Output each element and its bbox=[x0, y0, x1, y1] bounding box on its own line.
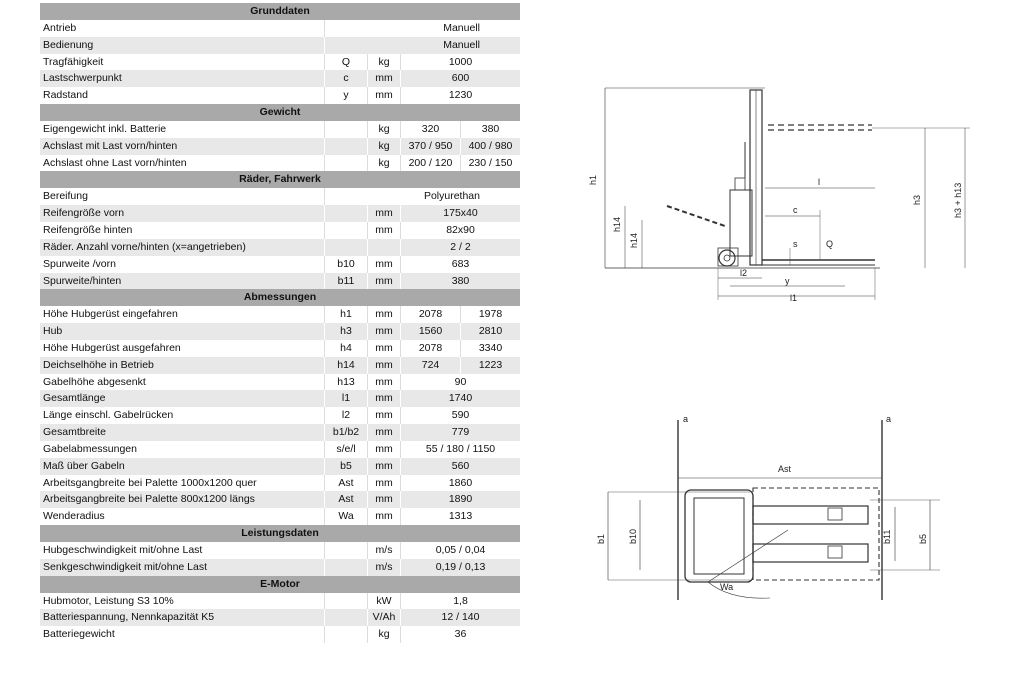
spec-row bbox=[40, 424, 520, 441]
spec-value: 1230 bbox=[448, 89, 473, 102]
spec-unit: mm bbox=[368, 508, 401, 525]
section-header: E-Motor bbox=[40, 576, 520, 593]
spec-unit: mm bbox=[368, 70, 401, 87]
spec-value: 36 bbox=[454, 628, 467, 641]
spec-unit: mm bbox=[368, 458, 401, 475]
top-view-drawing bbox=[608, 420, 940, 600]
spec-unit: m/s bbox=[368, 559, 401, 576]
spec-label: Gabelhöhe abgesenkt bbox=[40, 374, 325, 391]
spec-label: Achslast ohne Last vorn/hinten bbox=[40, 155, 325, 172]
spec-value-2: 400 / 980 bbox=[468, 139, 513, 152]
spec-symbol bbox=[325, 205, 368, 222]
spec-row bbox=[40, 458, 520, 475]
spec-row bbox=[40, 87, 520, 104]
spec-value-1: 370 / 950 bbox=[401, 138, 461, 155]
spec-value: 1860 bbox=[448, 476, 473, 489]
spec-symbol bbox=[325, 593, 368, 610]
spec-row bbox=[40, 357, 520, 374]
spec-symbol bbox=[325, 559, 368, 576]
spec-label: Senkgeschwindigkeit mit/ohne Last bbox=[40, 559, 325, 576]
spec-symbol: Ast bbox=[325, 475, 368, 492]
spec-value: 600 bbox=[451, 72, 470, 85]
spec-unit: V/Ah bbox=[368, 609, 401, 626]
spec-value-2: 1223 bbox=[478, 358, 503, 371]
spec-unit: mm bbox=[368, 475, 401, 492]
spec-value: Manuell bbox=[443, 21, 480, 34]
spec-row bbox=[40, 121, 520, 138]
spec-unit: mm bbox=[368, 306, 401, 323]
section-header: Räder, Fahrwerk bbox=[40, 171, 520, 188]
spec-row bbox=[40, 256, 520, 273]
spec-label: Spurweite /vorn bbox=[40, 256, 325, 273]
spec-row bbox=[40, 273, 520, 290]
spec-symbol: s/e/l bbox=[325, 441, 368, 458]
spec-value-1: 724 bbox=[401, 357, 461, 374]
spec-symbol bbox=[325, 138, 368, 155]
spec-value: 560 bbox=[451, 459, 470, 472]
spec-row bbox=[40, 306, 520, 323]
spec-unit: mm bbox=[368, 357, 401, 374]
spec-label: Wenderadius bbox=[40, 508, 325, 525]
spec-value-2: 2810 bbox=[478, 325, 503, 338]
label-h3-h13: h3 + h13 bbox=[953, 182, 963, 218]
spec-row bbox=[40, 390, 520, 407]
spec-row bbox=[40, 323, 520, 340]
spec-unit: kg bbox=[368, 155, 401, 172]
spec-symbol bbox=[325, 222, 368, 239]
spec-value: Manuell bbox=[443, 38, 480, 51]
spec-value: 0,19 / 0,13 bbox=[435, 560, 486, 573]
spec-symbol: b1/b2 bbox=[325, 424, 368, 441]
label-b1: b1 bbox=[596, 533, 606, 544]
spec-value: 175x40 bbox=[443, 207, 478, 220]
spec-value-2: 1978 bbox=[478, 308, 503, 321]
label-ast: Ast bbox=[778, 464, 792, 474]
spec-symbol: l2 bbox=[325, 407, 368, 424]
spec-value: 2 / 2 bbox=[450, 240, 471, 253]
section-header: Leistungsdaten bbox=[40, 525, 520, 542]
spec-unit: mm bbox=[368, 205, 401, 222]
label-a-right: a bbox=[886, 414, 892, 424]
spec-value: 1000 bbox=[448, 55, 473, 68]
label-h14max: h14 bbox=[612, 216, 622, 232]
spec-value: 1740 bbox=[448, 392, 473, 405]
spec-row bbox=[40, 188, 520, 205]
spec-value: 1890 bbox=[448, 493, 473, 506]
spec-label: Räder. Anzahl vorne/hinten (x=angetrieben) bbox=[40, 239, 325, 256]
spec-symbol: h4 bbox=[325, 340, 368, 357]
spec-symbol bbox=[325, 626, 368, 643]
spec-row bbox=[40, 222, 520, 239]
spec-value-1: 320 bbox=[401, 121, 461, 138]
label-y: y bbox=[785, 276, 790, 286]
spec-label: Hubmotor, Leistung S3 10% bbox=[40, 593, 325, 610]
spec-table bbox=[40, 3, 520, 643]
spec-label: Höhe Hubgerüst eingefahren bbox=[40, 306, 325, 323]
spec-value: 779 bbox=[451, 426, 470, 439]
spec-unit: mm bbox=[368, 441, 401, 458]
spec-symbol bbox=[325, 155, 368, 172]
spec-label: Eigengewicht inkl. Batterie bbox=[40, 121, 325, 138]
spec-row bbox=[40, 37, 520, 54]
spec-row bbox=[40, 20, 520, 37]
spec-symbol bbox=[325, 542, 368, 559]
spec-unit: mm bbox=[368, 87, 401, 104]
label-b5: b5 bbox=[918, 533, 928, 544]
spec-row bbox=[40, 542, 520, 559]
spec-value: 590 bbox=[451, 409, 470, 422]
spec-symbol: b11 bbox=[325, 273, 368, 290]
spec-label: Bedienung bbox=[40, 37, 325, 54]
spec-unit: kg bbox=[368, 138, 401, 155]
label-q: Q bbox=[826, 239, 834, 249]
spec-symbol: l1 bbox=[325, 390, 368, 407]
label-b10: b10 bbox=[628, 528, 638, 544]
spec-row bbox=[40, 374, 520, 391]
spec-label: Hub bbox=[40, 323, 325, 340]
spec-label: Maß über Gabeln bbox=[40, 458, 325, 475]
spec-unit: mm bbox=[368, 374, 401, 391]
label-h1: h1 bbox=[588, 174, 598, 185]
spec-symbol bbox=[325, 239, 368, 256]
spec-unit: kW bbox=[368, 593, 401, 610]
spec-label: Batteriegewicht bbox=[40, 626, 325, 643]
spec-unit: mm bbox=[368, 491, 401, 508]
spec-value: 82x90 bbox=[446, 223, 475, 236]
spec-symbol: Wa bbox=[325, 508, 368, 525]
spec-unit: mm bbox=[368, 273, 401, 290]
spec-value-1: 200 / 120 bbox=[401, 155, 461, 172]
spec-label: Batteriespannung, Nennkapazität K5 bbox=[40, 609, 325, 626]
spec-label: Gesamtbreite bbox=[40, 424, 325, 441]
spec-symbol: Ast bbox=[325, 491, 368, 508]
section-header: Abmessungen bbox=[40, 289, 520, 306]
spec-unit: mm bbox=[368, 222, 401, 239]
spec-label: Deichselhöhe in Betrieb bbox=[40, 357, 325, 374]
spec-label: Gabelabmessungen bbox=[40, 441, 325, 458]
spec-value-2: 380 bbox=[481, 122, 500, 135]
spec-label: Reifengröße vorn bbox=[40, 205, 325, 222]
label-h3: h3 bbox=[912, 194, 922, 205]
spec-label: Tragfähigkeit bbox=[40, 54, 325, 71]
label-wa: Wa bbox=[720, 582, 734, 592]
spec-label: Spurweite/hinten bbox=[40, 273, 325, 290]
spec-unit: mm bbox=[368, 256, 401, 273]
spec-label: Höhe Hubgerüst ausgefahren bbox=[40, 340, 325, 357]
spec-symbol bbox=[325, 609, 368, 626]
spec-unit: m/s bbox=[368, 542, 401, 559]
spec-label: Radstand bbox=[40, 87, 325, 104]
spec-value: 0,05 / 0,04 bbox=[435, 544, 486, 556]
spec-value: 1,8 bbox=[453, 594, 468, 607]
spec-symbol: Q bbox=[325, 54, 368, 71]
spec-label: Länge einschl. Gabelrücken bbox=[40, 407, 325, 424]
spec-row bbox=[40, 205, 520, 222]
spec-symbol: h3 bbox=[325, 323, 368, 340]
spec-value-2: 3340 bbox=[478, 341, 503, 354]
spec-row bbox=[40, 559, 520, 576]
spec-symbol: b10 bbox=[325, 256, 368, 273]
spec-symbol bbox=[325, 121, 368, 138]
top-view-labels bbox=[596, 414, 928, 592]
spec-unit: mm bbox=[368, 407, 401, 424]
label-s: s bbox=[793, 239, 798, 249]
spec-value: 55 / 180 / 1150 bbox=[425, 442, 496, 455]
spec-label: Hubgeschwindigkeit mit/ohne Last bbox=[40, 542, 325, 559]
spec-label: Arbeitsgangbreite bei Palette 800x1200 längs bbox=[40, 491, 325, 508]
spec-label: Bereifung bbox=[40, 188, 325, 205]
side-view-drawing bbox=[605, 88, 970, 300]
spec-row bbox=[40, 155, 520, 172]
spec-row bbox=[40, 508, 520, 525]
side-view-labels bbox=[588, 175, 963, 303]
spec-row bbox=[40, 609, 520, 626]
spec-value-1: 2078 bbox=[401, 340, 461, 357]
spec-value-2: 230 / 150 bbox=[468, 156, 513, 169]
spec-label: Antrieb bbox=[40, 20, 325, 37]
spec-value: 1313 bbox=[448, 510, 473, 523]
spec-row bbox=[40, 138, 520, 155]
spec-label: Achslast mit Last vorn/hinten bbox=[40, 138, 325, 155]
spec-unit: mm bbox=[368, 340, 401, 357]
spec-label: Reifengröße hinten bbox=[40, 222, 325, 239]
spec-symbol: h14 bbox=[325, 357, 368, 374]
spec-row bbox=[40, 491, 520, 508]
label-l2: l2 bbox=[740, 268, 748, 278]
spec-row bbox=[40, 593, 520, 610]
spec-value-1: 1560 bbox=[401, 323, 461, 340]
spec-symbol: b5 bbox=[325, 458, 368, 475]
spec-unit: mm bbox=[368, 390, 401, 407]
label-h14min: h14 bbox=[629, 232, 639, 248]
spec-row bbox=[40, 475, 520, 492]
label-c: c bbox=[793, 205, 798, 215]
spec-unit: kg bbox=[368, 121, 401, 138]
label-l1: l1 bbox=[790, 293, 798, 303]
label-b11: b11 bbox=[882, 529, 892, 544]
spec-value-1: 2078 bbox=[401, 306, 461, 323]
spec-unit: kg bbox=[368, 626, 401, 643]
spec-symbol: h13 bbox=[325, 374, 368, 391]
spec-label: Arbeitsgangbreite bei Palette 1000x1200 quer bbox=[40, 475, 325, 492]
spec-value: 683 bbox=[451, 257, 470, 270]
spec-row bbox=[40, 54, 520, 71]
technical-drawings bbox=[590, 70, 1010, 670]
spec-label: Lastschwerpunkt bbox=[40, 70, 325, 87]
spec-value: 12 / 140 bbox=[441, 611, 480, 624]
spec-label: Gesamtlänge bbox=[40, 390, 325, 407]
spec-row bbox=[40, 239, 520, 256]
spec-row bbox=[40, 70, 520, 87]
spec-value: Polyurethan bbox=[423, 190, 480, 203]
spec-unit bbox=[368, 239, 401, 256]
spec-unit: mm bbox=[368, 323, 401, 340]
spec-symbol: y bbox=[325, 87, 368, 104]
section-header: Gewicht bbox=[40, 104, 520, 121]
spec-value: 380 bbox=[451, 274, 470, 287]
spec-row bbox=[40, 441, 520, 458]
spec-row bbox=[40, 407, 520, 424]
spec-value: 90 bbox=[454, 375, 467, 388]
label-l: l bbox=[818, 177, 820, 187]
spec-symbol: c bbox=[325, 70, 368, 87]
spec-row bbox=[40, 626, 520, 643]
spec-unit: mm bbox=[368, 424, 401, 441]
spec-unit: kg bbox=[368, 54, 401, 71]
section-header: Grunddaten bbox=[40, 3, 520, 20]
spec-row bbox=[40, 340, 520, 357]
spec-symbol: h1 bbox=[325, 306, 368, 323]
label-a-left: a bbox=[683, 414, 689, 424]
